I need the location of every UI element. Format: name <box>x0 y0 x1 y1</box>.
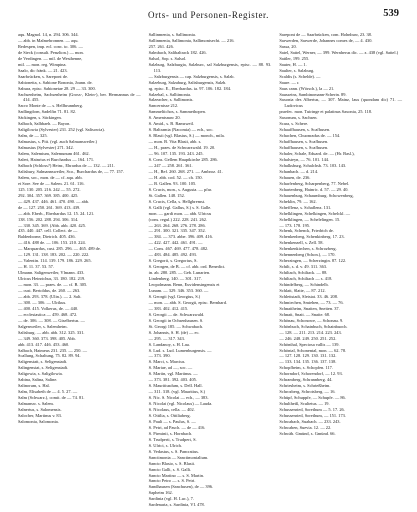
register-entry: Sausseins, Sambinomann-Scherin. 89. <box>279 91 347 97</box>
register-entry: Schanbach. — d. 214. <box>279 168 319 174</box>
register-entry: Salomonia, Salomonia. <box>18 418 59 424</box>
register-entry: Salnertus, s. Salomensis. <box>18 407 62 413</box>
register-entry: — 128. — 211. 213. 214. 223. 243. <box>279 329 342 335</box>
register-entry: S. Petri, ad Pasch. — de — 416. <box>148 424 206 430</box>
register-entry: Salmasius (Sylvester) 271. 342. <box>18 145 74 151</box>
register-entry: — 373. 390. <box>148 353 171 359</box>
register-entry: Schaffhausen, s. Scafhusen. <box>279 139 329 145</box>
register-entry: Salm, de — 325. <box>18 133 48 139</box>
register-entry: Scheklin, 79. — 162. <box>279 198 317 204</box>
register-entry: Baldenborne, Dietrich. 405. 436. <box>18 234 76 240</box>
register-entry: Sabina, Salina, Saline. <box>18 377 58 383</box>
register-entry: Sancernisse 212. <box>148 103 179 109</box>
register-entry: St. Gallen. 148. 152. <box>148 192 185 198</box>
register-entry: Sarwerden, Sarwerde, Johannes comes de, — 4. 430. <box>279 37 373 43</box>
register-entry: — 295. — 317. 343. <box>148 335 185 341</box>
register-entry: Sabura, episc. Sabionetae 28. 29 — 33. 300. <box>18 85 96 91</box>
register-entry: Salm (Schwarz.), comit. de — 74. 81. <box>18 395 85 401</box>
register-entry: Sapheim 162. <box>148 490 173 496</box>
register-entry: S. Ottilia, s. Ottiliaberg. <box>148 413 191 418</box>
register-entry: S. Johannis, S. H. (de) — ec. <box>148 329 200 335</box>
register-entry: in. ab. 280. 285. — Geb. Lunarien. <box>148 270 211 276</box>
register-entry: — H. abb. cod. 52. — ch. 150. <box>148 174 203 180</box>
register-entry: — 246. 248. 249. 250. 251. 252. <box>279 335 337 341</box>
register-entry: Schultheiß, Scultetus. — 19. <box>279 401 330 407</box>
register-entry: S. Landanoy, s. H. Lau. <box>148 341 190 347</box>
register-entry: Schachen, Chuonradus de. — 154. <box>279 133 341 139</box>
register-entry: 138. 156. 202. 288. 294. 306. 314. <box>18 216 79 222</box>
page-header <box>18 8 399 24</box>
register-entry: S. Vedastus, s. S. Pancratius. <box>148 448 199 454</box>
register-entry: Salmbach, Salibaltrack 182. 426. <box>148 49 207 55</box>
register-entry: S. Pauli — s. Paulus, S. — <box>148 418 196 424</box>
register-entry: Sallinmenia, s. Sallimonia. <box>148 32 196 37</box>
register-entry: Schopfheim, s. Schopfen. 117. <box>279 365 333 371</box>
register-entry: S. Amid., s. B. Ramsweil. <box>148 121 195 127</box>
register-entry: Sachsenheim, Sachsenheim (Gross-, Klein-), ber. Hermannus de — 414. 455. <box>18 91 141 103</box>
register-entry: Saligenstatt, s. Seligenstadt. <box>18 359 68 365</box>
register-entry: — H. 11. 37. 53. 57. <box>18 264 54 270</box>
register-entry: Salsol, Sop. s. Salsol. <box>148 55 187 61</box>
register-entry: Ulricus Heinrichus, 33. 180. 182. 219. <box>18 276 86 282</box>
register-entry: Salmasius, s. Pitt. (vgl. auch Salmansweiler.) <box>18 139 98 145</box>
register-entry: S. Galli (vgl. Gallus, S.) s. S. Galle. <box>148 204 212 210</box>
register-entry: Salisburg. — abb. abb. 312. 325. 331. <box>18 329 85 335</box>
register-entry: Schaaffhausen, s. Scafhusen. <box>279 127 331 133</box>
register-entry: S. Crucis, Cella, s. Hellgbremst. <box>148 198 206 204</box>
register-entry: Schiltach, Schiltach — s. 418. <box>279 276 333 282</box>
register-entry: Schlatt, Slatte, — 87. 212. <box>279 287 326 293</box>
register-entry: Sancto Blasio, s. S. Blasii. <box>148 460 196 466</box>
register-entry: Redespen, imp. ecl. conc. to. 306. — <box>18 43 83 49</box>
register-entry: Lunam. — 329. 346. 353. 360. — <box>148 287 209 293</box>
register-entry: S. Crucis, mon., s. Augusta. — pfar. <box>148 186 212 192</box>
register-entry: — 416. 488 de. — 106. 153. 210. 224. <box>18 240 86 246</box>
register-entry: Schmiechen, Smiehen, — 73. — 76. <box>279 299 344 305</box>
register-entry: Sattler, 199. 255. <box>279 55 310 61</box>
register-entry: S. Gregorii, s. Gregorius, S. <box>148 258 198 264</box>
register-column-left <box>18 32 141 502</box>
register-entry: Sandhausen (Sanchusen), de — 396. <box>148 484 214 490</box>
register-entry: Schrozberg, Schrotsberg. — 16. <box>279 389 336 395</box>
register-entry: — 349. 360. 373. 398. 405. Abb. <box>18 335 76 341</box>
register-entry: Schiltach, Schiltack. — 88. <box>279 270 328 276</box>
register-entry: — 263. 264. 268. 276. 278. 286. <box>148 222 206 228</box>
register-entry: Salzeburg, Salzaburg, Salisburgensis, Salzb. <box>148 79 227 85</box>
register-entry: Sarepont de — Saarbrücken, com. Hohnbuw, 23. 38. <box>279 32 372 37</box>
register-column-middle <box>148 32 272 508</box>
register-entry: Scharfenberg, Scharpenberg, 77. Nebel. <box>279 180 350 186</box>
register-entry: Schilt, s. d. v. 49. 311. 363. <box>279 264 328 270</box>
register-entry: Schönau, Schonowe, — Schonau. 9. <box>279 317 344 323</box>
register-entry: — 383. 402. 412. 415. <box>148 305 189 311</box>
register-entry: Lindenberg. 140. — 301. 317. <box>148 276 202 282</box>
register-entry: Säckingen, s. Säckingen. <box>18 115 62 121</box>
register-entry: Salem, soc., mon. de — cf. aqu. abb. <box>18 174 83 180</box>
register-entry: — 127. 128. 129. 130. 131. 132. <box>279 353 337 359</box>
register-entry: S. Mauritiusdum, s. Dell. Hall. <box>148 383 203 389</box>
register-entry: 292. 304. 357. 369. 385. 400. 425. <box>18 192 79 198</box>
register-entry: mil. — mon. reg. Wimpina. <box>18 61 67 67</box>
register-entry: aqu. Magnol. 14, n. 294. 306. 344. <box>18 32 79 37</box>
register-entry: Salem, Salemium, Salemunum 461. 462. <box>18 151 90 157</box>
register-entry: — 400. 415. Volkerus, de. — 440. <box>18 305 79 311</box>
register-entry: S. Mariae, ad —, soc. — <box>148 365 193 371</box>
register-entry: S. Nicolaus, cella. — 402. <box>148 407 195 413</box>
register-entry: Schauenburg, Schaumburg. Schowenberg, <box>279 192 354 198</box>
register-entry: Schelklingen, Schelkingen, Schelckl. — <box>279 210 351 216</box>
register-entry: Schenk, Schenck, Friedrich de. <box>279 228 334 234</box>
register-entry: Schwaben, Suevia. 12. — 22. <box>279 424 332 430</box>
register-entry: 125. 130. 205. 216. 242 — 55. 272. <box>18 186 81 192</box>
register-entry: — Marquardus, cust. 285. 296. — 465. 489 de. <box>18 246 101 252</box>
register-entry: Schaffhausen, s. Scafhusen. <box>279 145 329 151</box>
register-entry: — ecclesiastica — 459. 468. 472. <box>18 311 78 317</box>
register-entry: S. Marci, s. Marcius. <box>148 359 186 365</box>
register-entry: — B. Gallen. 93. 100. 105. <box>148 180 197 186</box>
register-entry: Saarbrücken, s. Sarepont de. <box>18 73 68 79</box>
register-entry: — 129. 131. 138. 183. 202. — 220. 222. <box>18 252 90 258</box>
register-entry: S. Georgii in Ochsenhausen. S. <box>148 317 204 323</box>
register-entry: Salgenweiler, s. Salemheim. <box>18 323 68 329</box>
register-entry: Salmansw. s. Salem. <box>18 401 54 407</box>
register-entry: Saligilowia (Sylvester) 231. 252 (vgl. Salisowia). <box>18 127 105 133</box>
register-entry: Sancto Galli, s. S. Galli. <box>148 466 192 472</box>
register-entry: Schorndorf, Schorendorf, — 12. 93. <box>279 371 343 377</box>
register-entry: Sammeltichos, s. Sammethopen. <box>148 109 206 115</box>
register-entry: Schelklingen, — Schelelingen. 15. <box>279 216 341 222</box>
register-entry: — abb. Eberh., Eberhardus 12. 15. 24. 121. <box>18 210 95 216</box>
register-entry: Saalo, dic fränk. — 21. 423. <box>18 67 68 73</box>
register-entry: — 422. 427. 442. 461. 491. — <box>148 240 203 246</box>
register-entry: Salingenstat, s. Seligenstadt. <box>18 365 69 371</box>
register-entry: de — 127. 250. 261. 369. 413. 439. <box>18 204 81 210</box>
register-entry: — 133. 134. 135. 136. 137. 138. <box>279 359 337 365</box>
register-entry: Salinorum, s. Hal. <box>18 383 50 389</box>
register-entry: — Valentin. 114. 139. 179. 186. 229. 265. <box>18 258 92 264</box>
register-entry: Sallinmenia, Sallimonia, Sallimonisecht. — 216. <box>148 37 235 43</box>
register-entry: S. Ulrici, s. Ulrich. <box>148 442 182 448</box>
register-entry: Schussenried, Sorethum — 5. 17. 26. <box>279 407 345 413</box>
register-entry: S. Nic. S. Nicolai — ech., — 383. <box>148 395 209 401</box>
register-entry: St. Georgi 185. — Schwabach. <box>148 323 204 329</box>
register-entry: — 373. 381. 392. 403. 405. <box>148 377 197 383</box>
register-entry: Sauter, H. — 1. <box>279 61 307 67</box>
register-entry: — de. 306. — 308. — Giselbertus. — <box>18 317 85 323</box>
register-entry: S. Lud. s. Lud. Lumenburgensis. — <box>148 347 212 353</box>
register-entry: Schenkenkirchen, s. Schrozberg. <box>279 246 337 252</box>
register-entry: Schartenberg, Hainric. d. 57. — 29. 40. <box>279 186 349 192</box>
register-entry: Salzeacher, s. Sallimonis. <box>148 97 194 103</box>
register-entry: Schöntal, Schonental, mon. — 62. 78. <box>279 347 347 353</box>
register-entry: Sadlingdorn, Sadelfin 71. 81. 82. <box>18 109 77 115</box>
register-entry: Saligowia, s. Saligilowia. <box>18 371 63 377</box>
register-entry: — Salzburgensis — cap. Salzburgensis, s. Salzb. <box>148 73 235 79</box>
register-entry: — Cons. 467. 469. 477. 478. 482. <box>148 246 209 252</box>
register-entry: Sardinia (vgl. H. Luc.), 7. <box>148 496 194 502</box>
register-entry: Scaldis (s. Schelde). — <box>279 73 321 79</box>
register-entry: Schüpf, Schuppfe, — Schupfe. — 86. <box>279 395 346 401</box>
register-entry: Schwabach, Suabach. — 233. 243. <box>279 418 341 424</box>
register-entry: Salbach, Haimeus 231. 235. — 250. — <box>18 347 88 353</box>
register-entry: Schramberg, Schrannberg. 44. <box>279 377 333 383</box>
register-entry: Sancto Petro — s. S. Petri. <box>148 478 196 484</box>
register-entry: Scherzingen, — Scherzingin. 87. 122. <box>279 258 347 264</box>
register-entry: Salzebal, s. Salltimonia. <box>148 91 191 97</box>
register-entry: Salocher, Martinus v. 83. <box>18 413 62 418</box>
register-entry: Leopolmann. Benn, Euvidensingensis et <box>148 282 220 288</box>
register-entry: Scallung, Schaltung, 75. 82. 89. 94. <box>18 353 81 359</box>
register-entry: Schenkenberg, Schenkinberg. 17. 23. <box>279 234 345 240</box>
register-entry: mon. — gardi mon. — abb. Ulricus <box>148 210 212 216</box>
register-entry: Schlettstadt, Sletstat. 33. 46. 208. <box>279 293 339 299</box>
register-entry: Saure. — r. <box>279 79 300 85</box>
register-entry: Saus cann. (Wörsch.), la — 21. <box>279 85 335 91</box>
register-entry: Sancto Martino — s. S. Martin. <box>148 472 205 478</box>
register-entry: — H., praes. de Schwarzwald. 19. 20. <box>148 145 216 151</box>
register-entry: Sardenaria, s. Sardinia, VI. 478. <box>148 502 205 508</box>
register-entry: — 384. — 373. abbe. 396. 409. 416. <box>148 234 213 240</box>
register-entry: — abb. 293. 378. (Ulin.). — 2. Salt. <box>18 293 82 299</box>
register-entry: praefec. mon. Tuiringe et palatinus Saxonia, 25. 118. <box>279 109 373 115</box>
register-entry: S. Martin, vgl. Martinus. — <box>148 371 198 377</box>
register-entry: de Sieck (consult. Penzlion.) — mon. <box>18 49 84 55</box>
register-entry: Salbach (Schloss?) Heinr., Ehrardus de — 132. — 211. <box>18 162 115 168</box>
register-columns <box>18 32 403 508</box>
register-entry: — 429. 437. 446. 461. 470. 490. — abb. <box>18 198 90 204</box>
register-entry: Schussenried, Sorethum, — 151. 173. <box>279 413 346 418</box>
register-entry: — 247 — 258. 261. 361. <box>148 162 193 168</box>
register-entry: S. Blasii (vgl. Blasius, S.) — monch., mila. <box>148 133 225 139</box>
register-entry: Schriesheim, s. Schrießheim. <box>279 383 331 389</box>
register-entry: — 330. 345. 369. (Abb. abb. 420. 425. <box>18 222 87 228</box>
register-entry: Schönbuch, Schainbuch, Schainbuoch. <box>279 323 348 329</box>
register-entry: — 311. 318. (vgl. Mauritius, S.) <box>148 389 206 395</box>
register-entry: Salm, Elisabeth de — 4. 5. 27. — <box>18 389 78 395</box>
register-entry: — mon. B. Vita Blasii, abb. s. <box>148 139 202 145</box>
register-entry: Salbach, Salhbaeh. — Bayon. <box>18 121 71 127</box>
register-entry: Saulter, s. Salzburg. <box>279 67 315 73</box>
register-entry: — 300. — 306. — Ulrikus. <box>18 299 67 305</box>
register-entry: Sacro Monte de — s. Hellbrunnberg. <box>18 103 83 109</box>
register-entry: S. Amentsnaw 20. <box>148 115 181 121</box>
register-entry: Schefflenz, s. Schaflenz. 131. <box>279 204 332 210</box>
register-entry: S. Georgen, de B. — cf. abb. ord. Benedict. <box>148 264 226 270</box>
running-title: Orts- und Personen-Register. <box>147 10 270 20</box>
register-entry: — 173. 178. 195. <box>279 222 311 228</box>
register-entry: Schnait, Snait. — Snaite. 68. <box>279 311 331 317</box>
register-column-right <box>279 32 402 502</box>
register-entry: S. Trudperti, s. Trudpert, S. <box>148 436 197 442</box>
register-entry: abb. 413. 417. 446. 453. 460. <box>18 341 70 347</box>
register-entry: Schindelberg, — Schindelb. <box>279 282 329 288</box>
register-entry: Salzburg, Salzburgia, Salzburc, sal Salzburgensis, episc. — 88. 93. 113. <box>148 61 272 73</box>
register-entry: — mon. 33. — praes. de. — cf. B. 305. <box>18 282 88 288</box>
register-entry: S. Georgii — de. Schwarzwald. <box>148 311 205 317</box>
register-entry: — mon. — abb. S. Georgii, episc. Bernhard. <box>148 299 227 305</box>
register-entry: Scara, s. Schere. <box>279 121 309 127</box>
register-entry: Salisbury, Salmannsweiler, Sco., Burchardus de, — 77. 157. <box>18 168 124 174</box>
register-entry: 257. 261. 426. <box>148 43 174 49</box>
register-entry: — 96. 107. 135. 193. 243. 245. <box>148 151 204 157</box>
register-entry: S. Pirminii, s. Hornbach. <box>148 430 193 436</box>
register-entry: — abb. in Malmebronnen. — aqu. <box>18 37 79 43</box>
register-entry: Schenkenzell, s. Zell. 58. <box>279 240 324 246</box>
register-entry: Schnaitheim, Snaiten, Sneiten. 37. <box>279 305 340 311</box>
register-entry: Schalksburg, Schalchsb. 73. 103. 143. <box>279 162 347 168</box>
register-entry: Schönthal, Speciosa vallis — 139. <box>279 341 340 347</box>
register-entry: S. Baltramia (Nacomia) — ech., soc. <box>148 127 214 133</box>
register-entry: Salert, Hainrius et Burchardus — 164. 171. <box>18 157 95 163</box>
register-entry: de Verdingen. — mil. de Westhenne, <box>18 55 83 61</box>
register-entry: Schauen, de. 236. <box>279 174 311 180</box>
register-entry: et Sore. See de — Salem. 21. 61. 116. <box>18 180 85 186</box>
register-entry: Sabionetta, s. Sabione Bononia, Joann. de. <box>18 79 93 85</box>
register-entry: Schwäb. Gmünd, s. Gmünd. 66. <box>279 430 336 436</box>
register-entry: Saxonia des Albertus, — 307. Mainz, laus (quondam dic) 71. — Ludovicus <box>279 97 403 109</box>
register-entry: S. Cons. Gellem Hauptkirche 285. 286. <box>148 157 218 163</box>
register-entry: Schaler, Schale, Eduard. de. — (Hr. Basl.), <box>279 151 355 157</box>
register-entry: — 483. 484. 485. 492. 493. <box>148 252 197 258</box>
register-entry: — 291. 300. 321. 335. 347. 352. <box>148 228 206 234</box>
register-entry: 435. 440. 447. cell. Collect. de — <box>18 228 78 234</box>
register-entry: Ulmann. Saligenweiler, Vlmann. 433. <box>18 270 85 276</box>
register-entry: Saxonum, s. Sachsen. <box>279 115 318 121</box>
register-entry: (cons. regul.) 222. 228. 241. 262. <box>148 216 208 222</box>
register-entry: Sanctimonia — Sanctimonialium. <box>148 454 209 460</box>
register-entry: S. Georgii (vgl. Georgius, S.) <box>148 293 201 299</box>
register-entry: Sassa, 20. <box>279 43 297 49</box>
register-entry: — H., Ref. 260. 268. 271. — Ambroz. 41. <box>148 168 223 174</box>
register-entry: rg. episc. E., Eberhardus. ia. 97. 106. 182. 184. <box>148 85 232 91</box>
register-entry: S. Nicolai (vgl. Nicolaus) — Lauda. <box>148 401 213 407</box>
register-entry: — cust. Bertoldus, de. 260. — 263. <box>18 287 81 293</box>
register-entry: Schalsteyn, — 76. 101. 144. <box>279 157 330 163</box>
page-number: 539 <box>383 8 399 19</box>
register-entry: Satel, Sattel, Werner, — 399. Wernherus dic. — z. 438 (vgl. Sattel.) <box>279 49 399 55</box>
register-entry: Schennenberg (Schon.), — 170. <box>279 252 336 258</box>
